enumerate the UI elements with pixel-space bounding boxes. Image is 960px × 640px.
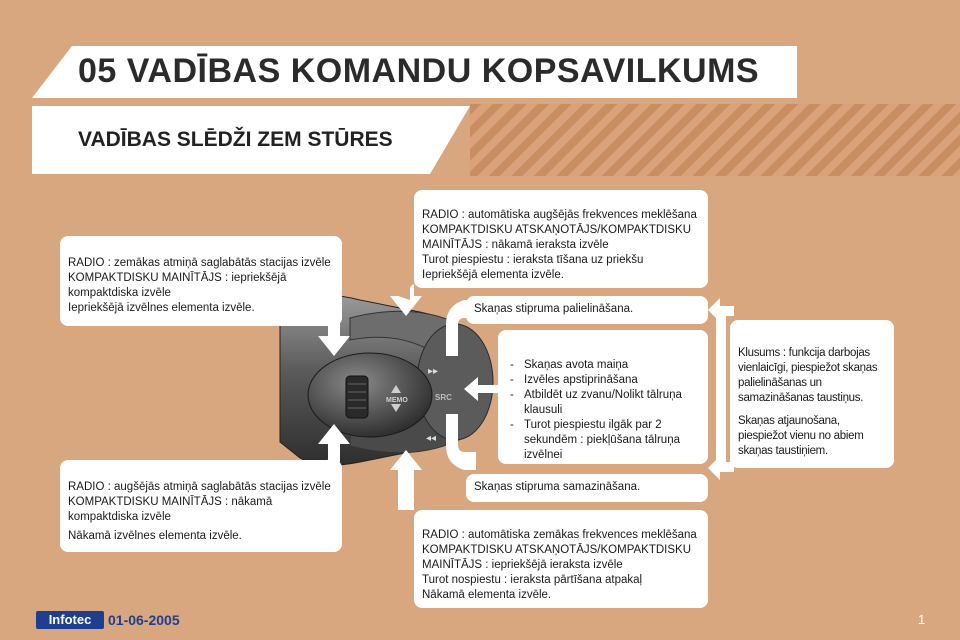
text: RADIO : zemākas atmiņā saglabātās stacijas izvēle: [68, 257, 331, 269]
list-item: - Turot piespiestu ilgāk par 2 sekundēm : piekļūšana tālruņa izvēlnei: [506, 418, 700, 463]
rewind-icon: ◂◂: [426, 433, 437, 444]
function-list: [506, 358, 700, 463]
text: Iepriekšējā elementa izvēle.: [422, 269, 564, 281]
text: KOMPAKTDISKU MAINĪTĀJS : nākamā kompaktdiska izvēle: [68, 496, 273, 523]
text: Skaņas stipruma samazināšana.: [474, 481, 641, 493]
page-number: 1: [918, 612, 926, 627]
section-subtitle: VADĪBAS SLĒDŽI ZEM STŪRES: [78, 128, 393, 151]
text: KOMPAKTDISKU ATSKAŅOTĀJS/KOMPAKTDISKU MAINĪTĀJS : nākamā ieraksta izvēle: [422, 224, 692, 251]
text: Turot nospiestu : ieraksta pārtīšana atpakaļ: [422, 574, 643, 586]
text: RADIO : automātiska zemākas frekvences meklēšana: [422, 529, 697, 541]
list-item: - Atbildēt uz zvanu/Nolikt tālruņa klausuli: [506, 388, 700, 418]
text: Nākamā elementa izvēle.: [422, 589, 552, 601]
radio-lower-preset-box: [60, 236, 342, 326]
source-function-box: [498, 330, 708, 464]
text: Skaņas stipruma palielināšana.: [474, 303, 634, 315]
volume-up-box: [466, 296, 708, 324]
text: Skaņas atjaunošana, piespiežot vienu no abiem skaņas taustiņiem.: [738, 415, 864, 457]
arrow-right-bottom: [390, 450, 422, 510]
infotec-logo: Infotec: [36, 611, 104, 629]
text: RADIO : automātiska augšējās frekvences meklēšana: [422, 209, 697, 221]
text: KOMPAKTDISKU ATSKAŅOTĀJS/KOMPAKTDISKU MAINĪTĀJS : iepriekšējā ieraksta izvēle: [422, 544, 692, 571]
text: KOMPAKTDISKU MAINĪTĀJS : iepriekšējā kompaktdiska izvēle: [68, 272, 287, 299]
memo-label: MEMO: [386, 397, 408, 404]
text: RADIO : augšējās atmiņā saglabātās stacijas izvēle: [68, 481, 331, 493]
text: Nākamā izvēlnes elementa izvēle.: [68, 530, 242, 542]
thumbwheel: [346, 376, 368, 418]
src-label: SRC: [435, 393, 452, 402]
list-item: - Skaņas avota maiņa: [506, 358, 700, 373]
radio-seek-down-box: [414, 510, 708, 608]
volume-down-box: [466, 474, 708, 502]
radio-seek-up-box: [414, 190, 708, 288]
mute-info-box: [730, 320, 894, 468]
fast-forward-icon: ▸▸: [428, 366, 439, 377]
memo-knob: [308, 353, 432, 437]
list-item: - Izvēles apstiprināšana: [506, 373, 700, 388]
mute-arrow-bottom: [708, 456, 720, 480]
page-title: 05 VADĪBAS KOMANDU KOPSAVILKUMS: [78, 52, 760, 90]
radio-upper-preset-box: [60, 460, 342, 552]
mute-arrow-top: [708, 298, 720, 322]
text: Klusums : funkcija darbojas vienlaicīgi, piespiežot skaņas palielināšanas un samazināšanas taustiņus.: [738, 347, 878, 404]
footer-date: 01-06-2005: [108, 612, 180, 628]
text: Turot piespiestu : ieraksta tīšana uz priekšu: [422, 254, 644, 266]
text: Iepriekšējā izvēlnes elementa izvēle.: [68, 302, 255, 314]
